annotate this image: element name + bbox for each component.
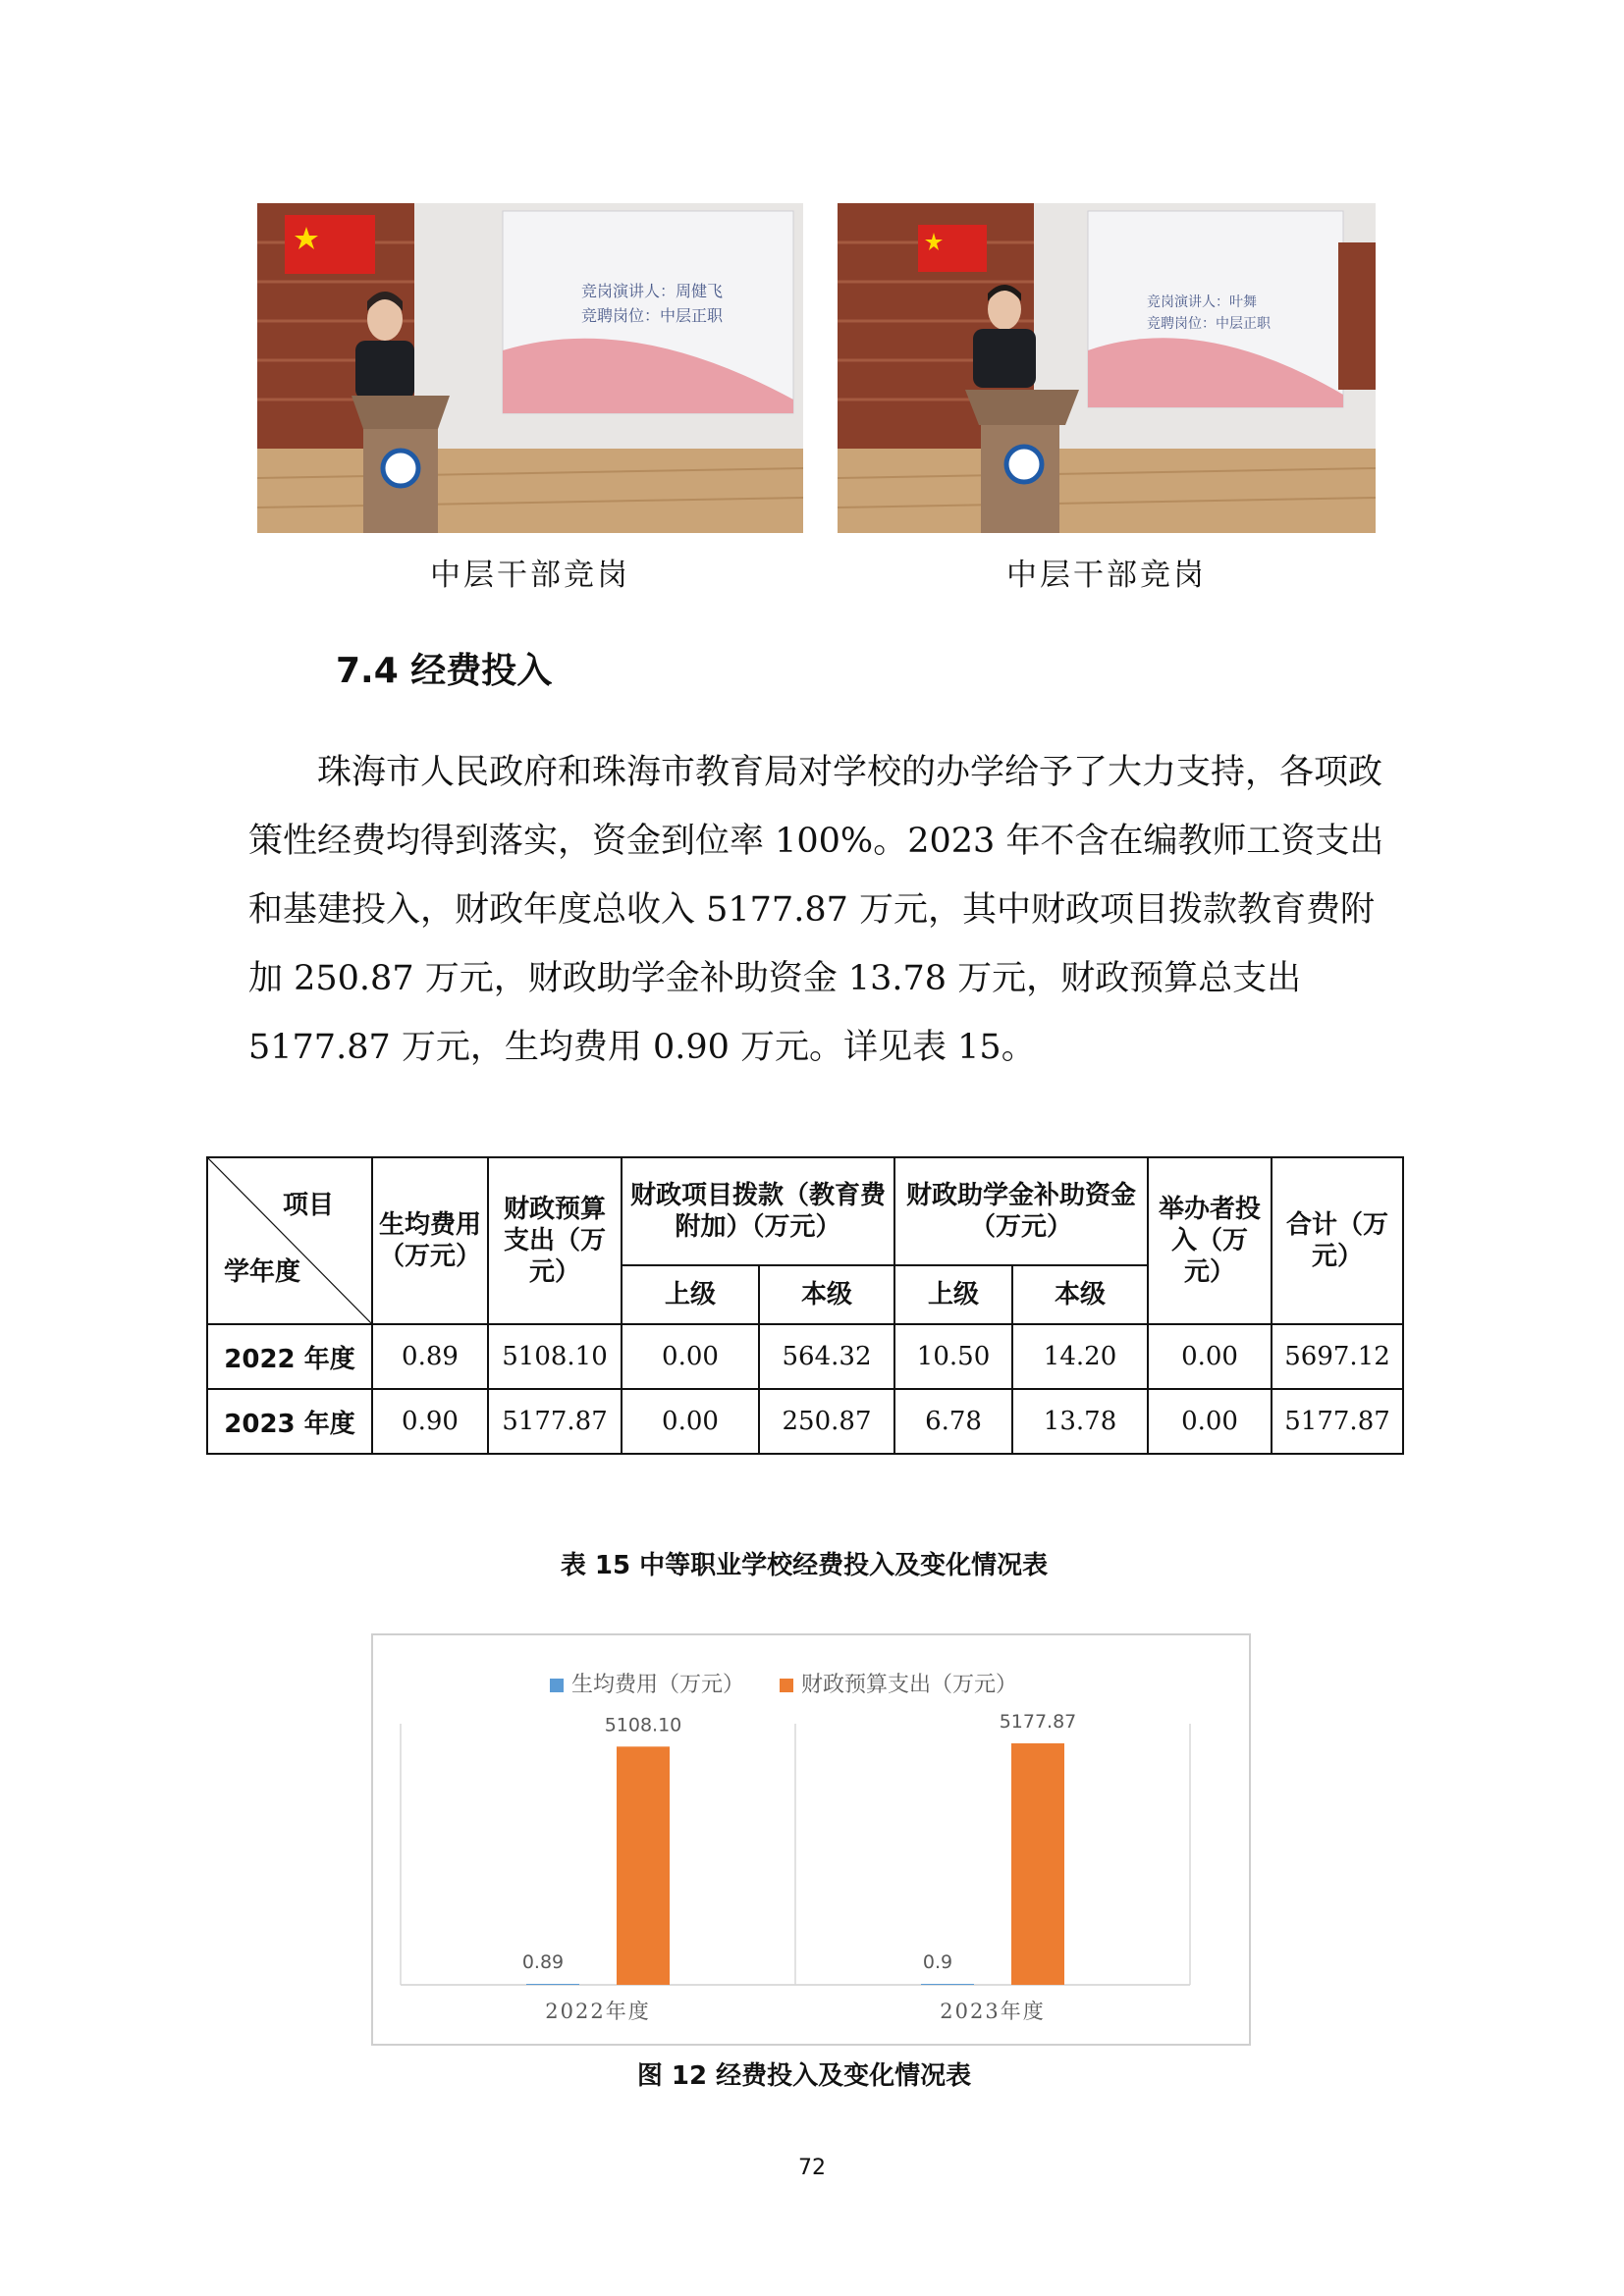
header-aid-local: 本级	[1012, 1265, 1148, 1324]
cell-budget: 5177.87	[488, 1389, 622, 1454]
cell-aid-upper: 6.78	[894, 1389, 1012, 1454]
school-logo-icon	[383, 451, 418, 486]
table-corner-cell	[207, 1157, 372, 1324]
photo-caption-left: 中层干部竞岗	[430, 558, 630, 593]
corner-label-item: 项目	[282, 1191, 334, 1220]
cell-project-upper: 0.00	[622, 1389, 759, 1454]
cell-aid-local: 13.78	[1012, 1389, 1148, 1454]
bar-chart-svg	[373, 1635, 1249, 2044]
bar-chart	[371, 1633, 1251, 2046]
bar-1-0	[617, 1746, 670, 1985]
legend-swatch-0	[550, 1679, 564, 1692]
header-sponsor: 举办者投入（万元）	[1148, 1157, 1272, 1324]
photo-speech-scene	[257, 203, 803, 533]
funding-table	[206, 1156, 1404, 1455]
screen-text-1: 竞岗演讲人：周健飞	[581, 282, 724, 300]
data-label-1-1: 5177.87	[999, 1711, 1077, 1733]
bar-0-1	[921, 1984, 974, 1985]
table-row	[207, 1389, 1403, 1454]
row-year: 2022 年度	[207, 1324, 372, 1389]
screen-text-2: 竞聘岗位：中层正职	[1147, 316, 1271, 332]
cell-budget: 5108.10	[488, 1324, 622, 1389]
cell-project-local: 564.32	[759, 1324, 894, 1389]
photo-right	[838, 203, 1376, 533]
section-heading: 7.4 经费投入	[336, 651, 553, 691]
figure-caption: 图 12 经费投入及变化情况表	[636, 2061, 972, 2091]
header-total: 合计（万元）	[1272, 1157, 1403, 1324]
cell-total: 5697.12	[1272, 1324, 1403, 1389]
legend-swatch-1	[780, 1679, 793, 1692]
screen-text-1: 竞岗演讲人：叶舞	[1147, 294, 1257, 310]
photo-caption-right: 中层干部竞岗	[1006, 558, 1207, 593]
category-label-1: 2023年度	[940, 2000, 1046, 2023]
table-row	[207, 1324, 1403, 1389]
body-text	[248, 738, 1392, 1082]
corner-diagonal	[208, 1158, 371, 1323]
header-project-local: 本级	[759, 1265, 894, 1324]
photo-left	[257, 203, 803, 533]
cell-sponsor: 0.00	[1148, 1324, 1272, 1389]
bar-0-0	[526, 1984, 579, 1985]
header-aid-upper: 上级	[894, 1265, 1012, 1324]
header-per-student: 生均费用（万元）	[372, 1157, 488, 1324]
cell-per-student: 0.89	[372, 1324, 488, 1389]
flag-icon	[918, 225, 987, 272]
corner-label-year: 学年度	[224, 1257, 301, 1287]
header-budget: 财政预算支出（万元）	[488, 1157, 622, 1324]
page-number: 72	[798, 2156, 826, 2180]
cell-aid-local: 14.20	[1012, 1324, 1148, 1389]
body-paragraph	[248, 738, 1392, 1082]
cell-per-student: 0.90	[372, 1389, 488, 1454]
legend-label-0: 生均费用（万元）	[571, 1673, 745, 1697]
cell-total: 5177.87	[1272, 1389, 1403, 1454]
header-aid: 财政助学金补助资金（万元）	[894, 1157, 1148, 1265]
data-label-0-1: 0.9	[922, 1951, 953, 1973]
cell-project-local: 250.87	[759, 1389, 894, 1454]
table-caption: 表 15 中等职业学校经费投入及变化情况表	[560, 1551, 1049, 1580]
screen-text-2: 竞聘岗位：中层正职	[581, 306, 724, 325]
cell-sponsor: 0.00	[1148, 1389, 1272, 1454]
body-paragraph-text: 珠海市人民政府和珠海市教育局对学校的办学给予了大力支持，各项政策性经费均得到落实，资金到位率 100%。2023 年不含在编教师工资支出和基建投入，财政年度总收入 5177.87 万元，其中财政项目拨款教育费附加 250.87 万元，财政助学金补助资金 13.78 万元，财政预算总支出 5177.87 万元，生均费用 0.90 万元。详见表 15。	[248, 753, 1384, 1067]
data-label-0-0: 0.89	[521, 1951, 565, 1973]
photo-speech-scene	[838, 203, 1376, 533]
cell-project-upper: 0.00	[622, 1324, 759, 1389]
row-year: 2023 年度	[207, 1389, 372, 1454]
header-project: 财政项目拨款（教育费附加）（万元）	[622, 1157, 894, 1265]
legend-label-1: 财政预算支出（万元）	[801, 1673, 1018, 1697]
category-label-0: 2022年度	[545, 2000, 651, 2023]
bar-1-1	[1011, 1743, 1064, 1985]
data-label-1-0: 5108.10	[604, 1714, 682, 1736]
flag-icon	[285, 215, 375, 274]
header-project-upper: 上级	[622, 1265, 759, 1324]
cell-aid-upper: 10.50	[894, 1324, 1012, 1389]
school-logo-icon	[1006, 447, 1042, 482]
